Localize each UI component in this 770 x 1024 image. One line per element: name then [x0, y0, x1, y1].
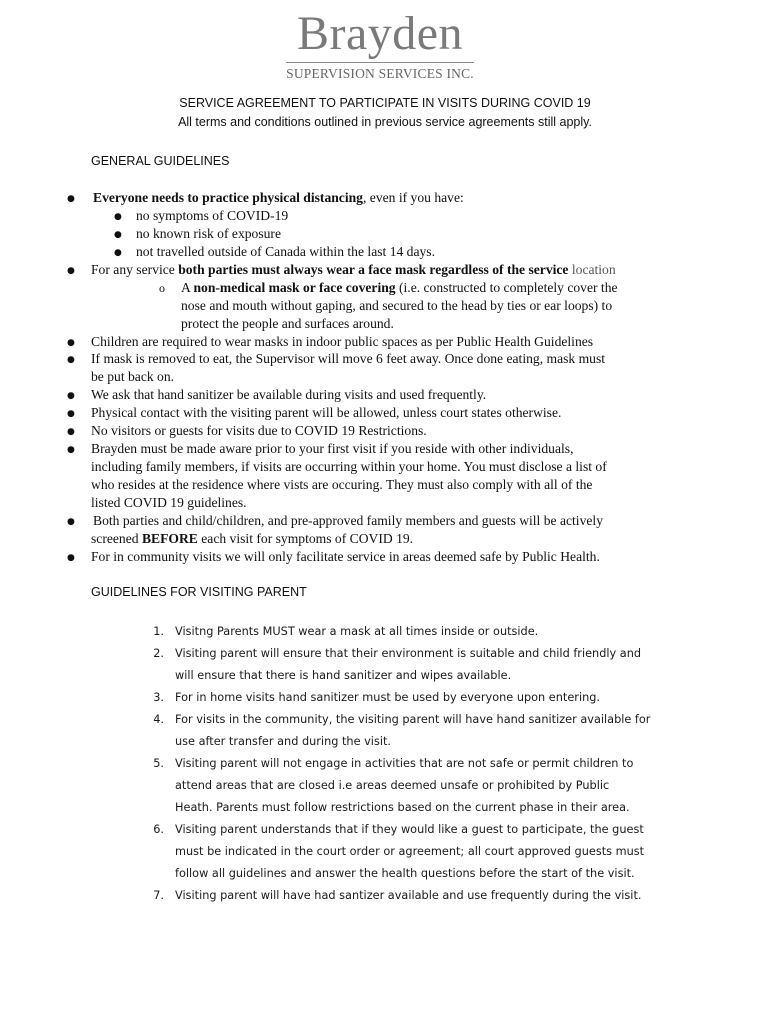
bullet-icon: ●	[67, 553, 75, 563]
list-item-cont: attend areas that are closed i.e areas deemed unsafe or prohibited by Public	[175, 779, 610, 792]
bullet-icon: ●	[114, 212, 122, 222]
logo-subtitle: SUPERVISION SERVICES INC.	[286, 66, 474, 81]
list-item-number: 2.	[153, 647, 164, 660]
logo-name: Brayden	[296, 7, 464, 60]
list-item: Visiting parent will ensure that their environment is suitable and child friendly and	[175, 647, 642, 660]
list-item: For in home visits hand sanitizer must be used by everyone upon entering.	[175, 691, 601, 704]
guideline-face-mask: For any service both parties must always wear a face mask regardless of the service location	[91, 262, 616, 277]
guideline-children-masks: Children are required to wear masks in indoor public spaces as per Public Health Guidelines	[91, 334, 594, 349]
guideline-mask-detail-cont: nose and mouth without gaping, and secured to the head by ties or ear loops) to	[181, 298, 613, 313]
bullet-icon: ●	[67, 445, 75, 455]
list-item-number: 4.	[153, 713, 164, 726]
list-item: Visiting parent will not engage in activities that are not safe or permit children to	[175, 757, 634, 770]
guideline-community-visits: For in community visits we will only facilitate service in areas deemed safe by Public Health.	[91, 549, 600, 564]
guideline-sub-item: no symptoms of COVID-19	[136, 208, 289, 223]
bullet-icon: ●	[67, 409, 75, 419]
list-item-number: 5.	[153, 757, 164, 770]
guideline-mask-detail-cont: protect the people and surfaces around.	[181, 316, 394, 331]
circle-bullet-icon: o	[159, 281, 165, 295]
guideline-household: Brayden must be made aware prior to your first visit if you reside with other individuals,	[91, 441, 574, 456]
guideline-household-cont: listed COVID 19 guidelines.	[91, 495, 247, 510]
document-title: SERVICE AGREEMENT TO PARTICIPATE IN VISITS DURING COVID 19	[179, 96, 591, 110]
list-item: For visits in the community, the visiting parent will have hand sanitizer available for	[175, 713, 651, 726]
bullet-icon: ●	[67, 427, 75, 437]
visiting-parent-heading: GUIDELINES FOR VISITING PARENT	[91, 585, 307, 599]
bullet-icon: ●	[67, 517, 75, 527]
guideline-distancing: Everyone needs to practice physical distancing, even if you have:	[93, 190, 464, 205]
list-item-number: 1.	[153, 625, 164, 638]
guideline-household-cont: who resides at the residence where vists are occuring. They must also comply with all of the	[91, 477, 593, 492]
list-item-cont: follow all guidelines and answer the health questions before the start of the visit.	[175, 867, 635, 880]
list-item-cont: Heath. Parents must follow restrictions based on the current phase in their area.	[175, 801, 630, 814]
list-item-number: 7.	[153, 889, 164, 902]
guideline-household-cont: including family members, if visits are occurring within your home. You must disclose a list of	[91, 459, 607, 474]
guideline-mask-eating-cont: be put back on.	[91, 369, 175, 384]
bullet-icon: ●	[67, 338, 75, 348]
bullet-icon: ●	[114, 230, 122, 240]
guideline-sanitizer: We ask that hand sanitizer be available during visits and used frequently.	[91, 387, 487, 402]
bullet-icon: ●	[67, 266, 75, 276]
list-item: Visiting parent understands that if they would like a guest to participate, the guest	[175, 823, 644, 836]
bullet-icon: ●	[67, 194, 75, 204]
guideline-physical-contact: Physical contact with the visiting parent will be allowed, unless court states otherwise.	[91, 405, 562, 420]
list-item-cont: will ensure that there is hand sanitizer and wipes available.	[175, 669, 512, 682]
list-item: Visitng Parents MUST wear a mask at all times inside or outside.	[175, 625, 539, 638]
document-subtitle: All terms and conditions outlined in previous service agreements still apply.	[178, 115, 592, 129]
guideline-screening-cont: screened BEFORE each visit for symptoms of COVID 19.	[91, 531, 414, 546]
guideline-mask-detail: A non-medical mask or face covering (i.e. constructed to completely cover the	[181, 280, 618, 295]
list-item-cont: use after transfer and during the visit.	[175, 735, 391, 748]
bullet-icon: ●	[114, 248, 122, 258]
logo-divider	[286, 62, 474, 63]
company-logo	[280, 8, 480, 82]
list-item-cont: must be indicated in the court order or agreement; all court approved guests must	[175, 845, 645, 858]
general-guidelines-heading: GENERAL GUIDELINES	[91, 154, 230, 168]
list-item: Visiting parent will have had santizer available and use frequently during the visit.	[175, 889, 642, 902]
bullet-icon: ●	[67, 391, 75, 401]
guideline-sub-item: no known risk of exposure	[136, 226, 281, 241]
bullet-icon: ●	[67, 355, 75, 365]
guideline-no-visitors: No visitors or guests for visits due to COVID 19 Restrictions.	[91, 423, 427, 438]
guideline-mask-eating: If mask is removed to eat, the Supervisor will move 6 feet away. Once done eating, mask must	[91, 351, 606, 366]
list-item-number: 3.	[153, 691, 164, 704]
list-item-number: 6.	[153, 823, 164, 836]
guideline-sub-item: not travelled outside of Canada within the last 14 days.	[136, 244, 435, 259]
guideline-screening: Both parties and child/children, and pre-approved family members and guests will be actively	[93, 513, 603, 528]
